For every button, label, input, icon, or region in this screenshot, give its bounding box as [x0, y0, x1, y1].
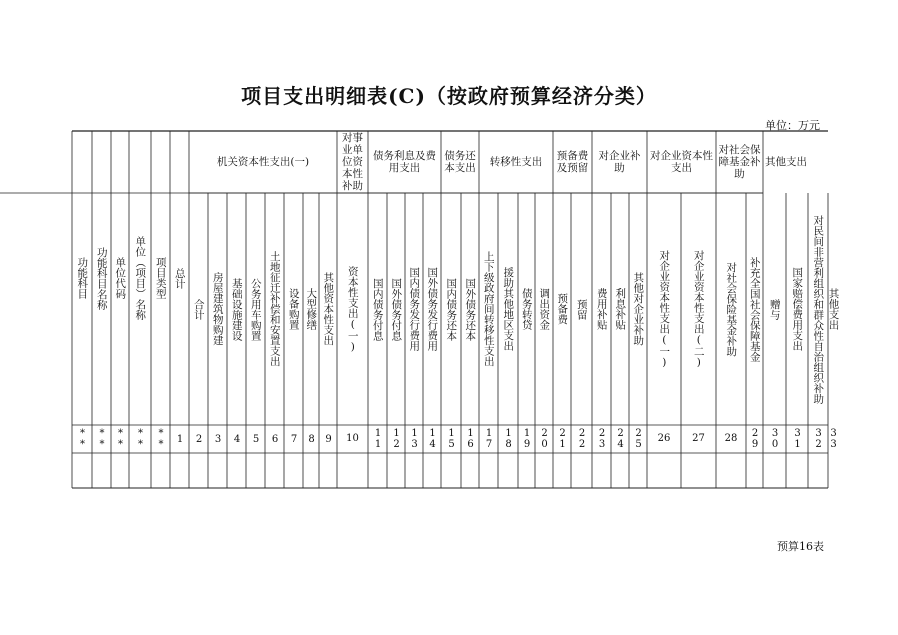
code-cell-text: 24: [615, 428, 626, 450]
sub-header-cell-text: 对企业资本性支出(二): [692, 249, 705, 369]
sub-header-cell-text: 对民间非营利组织和群众性自治组织补助: [812, 214, 825, 404]
code-cell-text: 5: [250, 433, 262, 445]
code-cell: [553, 425, 571, 453]
code-cell-text: 10: [346, 433, 359, 445]
sub-header-cell: [498, 193, 518, 425]
sub-header-cell-text: 房屋建筑物购建: [211, 272, 224, 346]
sub-header-cell-text: 设备购置: [287, 288, 300, 330]
group-header-cell: [555, 131, 590, 193]
sub-header-cell: [265, 193, 284, 425]
group-header-cell: [481, 131, 551, 193]
sub-header-cell: [479, 193, 498, 425]
group-header-cell: [191, 131, 335, 193]
code-cell-text: 22: [576, 428, 588, 450]
code-cell: [571, 425, 592, 453]
code-cell: [265, 425, 284, 453]
code-cell: [227, 425, 246, 453]
group-header-cell: [443, 131, 477, 193]
code-cell: [441, 425, 461, 453]
left-header-cell: [129, 131, 151, 425]
group-header-cell: [718, 131, 761, 193]
sub-header-cell-text: 公务用车购置: [249, 277, 262, 341]
sub-header-cell: [535, 193, 553, 425]
code-cell: [189, 425, 208, 453]
sub-header-cell: [208, 193, 227, 425]
code-cell: [72, 425, 92, 453]
sub-header-cell: [647, 193, 681, 425]
left-header-cell: [151, 131, 170, 425]
code-cell-text: 2: [193, 433, 205, 445]
group-header-cell-text: 机关资本性支出(一): [216, 155, 310, 168]
sub-header-cell-text: 国外债务付息: [390, 277, 403, 341]
code-cell-text: 20: [539, 428, 550, 450]
code-cell: [535, 425, 553, 453]
left-header-cell: [111, 131, 129, 425]
left-header-cell-text: 项目类型: [154, 257, 167, 299]
sub-header-cell-text: 赠与: [768, 298, 781, 320]
page-title: 项目支出明细表(C)（按政府预算经济分类）: [241, 84, 657, 108]
sub-header-cell: [387, 193, 405, 425]
code-cell: [368, 425, 387, 453]
sub-header-cell-text: 国外债务还本: [464, 277, 477, 341]
group-header-cell-text: 其他支出: [765, 155, 807, 168]
sub-header-cell: [746, 193, 763, 425]
sub-header-cell: [611, 193, 629, 425]
left-header-cell-text: 总计: [173, 267, 186, 289]
sub-header-cell: [518, 193, 535, 425]
sub-header-cell-text: 基础设施建设: [230, 277, 243, 341]
code-cell-text: 6: [269, 433, 281, 445]
group-header-cell: [339, 131, 366, 193]
left-header-cell: [72, 131, 92, 425]
code-cell-text: 3: [212, 433, 224, 445]
code-cell: [763, 425, 786, 453]
sub-header-cell-text: 国内债务发行费用: [408, 267, 421, 351]
code-cell: [405, 425, 423, 453]
group-header-cell-text: 债务还本支出: [444, 149, 476, 174]
sub-header-cell-text: 费用补贴: [595, 288, 608, 330]
code-cell: [498, 425, 518, 453]
sub-header-cell: [553, 193, 571, 425]
sub-header-cell-text: 国家赔偿费用支出: [791, 267, 804, 351]
code-cell-text: 4: [231, 433, 243, 445]
code-cell-text: 31: [792, 428, 803, 450]
code-cell-text: 33: [828, 428, 839, 450]
code-cell: [129, 425, 151, 453]
code-cell: [681, 425, 716, 453]
code-cell-text: 9: [323, 433, 334, 445]
left-header-cell-text: 功能科目: [76, 257, 89, 299]
sub-header-cell: [441, 193, 461, 425]
sub-header-cell-text: 国内债务付息: [371, 277, 384, 341]
sub-header-cell-text: 国内债务还本: [445, 277, 458, 341]
code-cell: [246, 425, 265, 453]
sub-header-cell-text: 补充全国社会保障基金: [748, 256, 761, 362]
code-cell: [423, 425, 441, 453]
code-cell-text: 1: [174, 433, 186, 445]
code-cell: [479, 425, 498, 453]
code-cell-text: 7: [288, 433, 300, 445]
sub-header-cell: [629, 193, 647, 425]
group-header-cell: [370, 131, 439, 193]
sub-header-cell-text: 预留: [575, 298, 588, 320]
code-cell: [319, 425, 337, 453]
code-cell: [111, 425, 129, 453]
sub-header-cell-text: 对企业资本性支出(一): [658, 249, 671, 369]
code-cell: [92, 425, 111, 453]
code-cell: [151, 425, 170, 453]
sub-header-cell: [319, 193, 337, 425]
sub-header-cell-text: 上下级政府间转移性支出: [482, 251, 495, 367]
group-header-cell-text: 转移性支出: [489, 155, 543, 168]
code-cell: [716, 425, 746, 453]
footer-label: 预算16表: [777, 540, 824, 553]
left-header-cell: [92, 131, 111, 425]
code-cell-text: 32: [813, 428, 824, 450]
code-cell: [387, 425, 405, 453]
code-cell: [518, 425, 535, 453]
sub-header-cell-text: 大型修缮: [305, 288, 318, 330]
sub-header-cell: [189, 193, 208, 425]
code-cell-text: 11: [372, 428, 384, 450]
sub-header-cell: [828, 193, 839, 425]
code-cell-text: **: [77, 428, 88, 450]
group-header-cell: [765, 131, 807, 193]
sub-header-cell-text: 援助其他地区支出: [502, 267, 515, 351]
code-cell: [208, 425, 227, 453]
sub-header-cell: [681, 193, 716, 425]
sub-header-cell: [337, 193, 368, 425]
sub-header-cell: [716, 193, 746, 425]
sub-header-cell-text: 资本性支出(一): [346, 265, 359, 353]
code-cell: [786, 425, 808, 453]
code-cell-text: 21: [557, 428, 568, 450]
code-cell-text: **: [155, 428, 167, 450]
code-cell-text: 15: [446, 428, 457, 450]
sub-header-cell: [227, 193, 246, 425]
group-header-cell: [649, 131, 714, 193]
code-cell-text: 13: [409, 428, 420, 450]
code-cell-text: 19: [521, 428, 533, 450]
sub-header-cell: [284, 193, 303, 425]
code-cell-text: **: [96, 428, 108, 450]
group-header-cell-text: 债务利息及费用支出: [373, 149, 436, 174]
code-cell-text: 30: [769, 428, 781, 450]
code-cell: [170, 425, 189, 453]
code-cell-text: 14: [427, 428, 438, 450]
code-cell-text: 29: [749, 428, 761, 450]
code-cell-text: 17: [483, 428, 495, 450]
code-cell: [629, 425, 647, 453]
sub-header-cell: [405, 193, 423, 425]
sub-header-cell-text: 其他资本性支出: [322, 272, 335, 346]
sub-header-cell: [571, 193, 592, 425]
code-cell-text: 8: [306, 433, 317, 445]
sub-header-cell-text: 预备费: [556, 293, 569, 325]
sub-header-cell-text: 土地征迁补偿和安置支出: [268, 251, 281, 367]
sub-header-cell: [592, 193, 611, 425]
code-cell: [611, 425, 629, 453]
sub-header-cell-text: 利息补贴: [614, 288, 627, 330]
code-cell-text: 28: [724, 433, 738, 445]
group-header-cell-text: 预备费及预留: [556, 149, 589, 174]
code-cell-text: 25: [633, 428, 644, 450]
sub-header-cell: [303, 193, 319, 425]
sub-header-cell-text: 其他支出: [827, 288, 840, 330]
code-cell-text: 26: [657, 433, 671, 445]
code-cell-text: 12: [391, 428, 402, 450]
sub-header-cell: [368, 193, 387, 425]
code-cell: [461, 425, 479, 453]
group-header-cell: [594, 131, 645, 193]
group-header-cell-text: 对社会保障基金补助: [718, 143, 761, 181]
code-cell: [303, 425, 319, 453]
left-header-cell: [170, 131, 189, 425]
code-cell: [746, 425, 763, 453]
left-header-cell-text: 单位代码: [114, 257, 127, 299]
code-cell: [592, 425, 611, 453]
sub-header-cell-text: 对社会保险基金补助: [725, 261, 738, 357]
code-cell-text: **: [115, 428, 126, 450]
code-cell: [647, 425, 681, 453]
code-cell-text: **: [135, 428, 146, 450]
sub-header-cell: [808, 193, 828, 425]
sub-header-cell: [786, 193, 808, 425]
group-header-cell-text: 对企业补助: [598, 149, 641, 174]
group-header-cell-text: 对事业单位资本性补助: [342, 131, 363, 193]
code-cell-text: 23: [596, 428, 608, 450]
sub-header-cell-text: 国外债务发行费用: [426, 267, 439, 351]
code-cell-text: 16: [465, 428, 476, 450]
sub-header-cell-text: 调出资金: [538, 288, 551, 330]
sub-header-cell-text: 其他对企业补助: [632, 272, 645, 346]
code-cell-text: 18: [503, 428, 514, 450]
sub-header-cell-text: 合计: [192, 298, 205, 320]
code-cell: [808, 425, 828, 453]
code-cell: [828, 425, 838, 453]
group-header-cell-text: 对企业资本性支出: [650, 149, 713, 174]
sub-header-cell: [763, 193, 786, 425]
code-cell: [284, 425, 303, 453]
sub-header-cell-text: 债务转贷: [520, 288, 533, 330]
sub-header-cell: [423, 193, 441, 425]
left-header-cell-text: 功能科目名称: [95, 246, 108, 310]
unit-label: 单位：万元: [765, 119, 820, 132]
code-cell: [337, 425, 368, 453]
sub-header-cell: [461, 193, 479, 425]
sub-header-cell: [246, 193, 265, 425]
code-cell-text: 27: [692, 433, 705, 445]
left-header-cell-text: 单位（项目）名称: [134, 236, 147, 320]
